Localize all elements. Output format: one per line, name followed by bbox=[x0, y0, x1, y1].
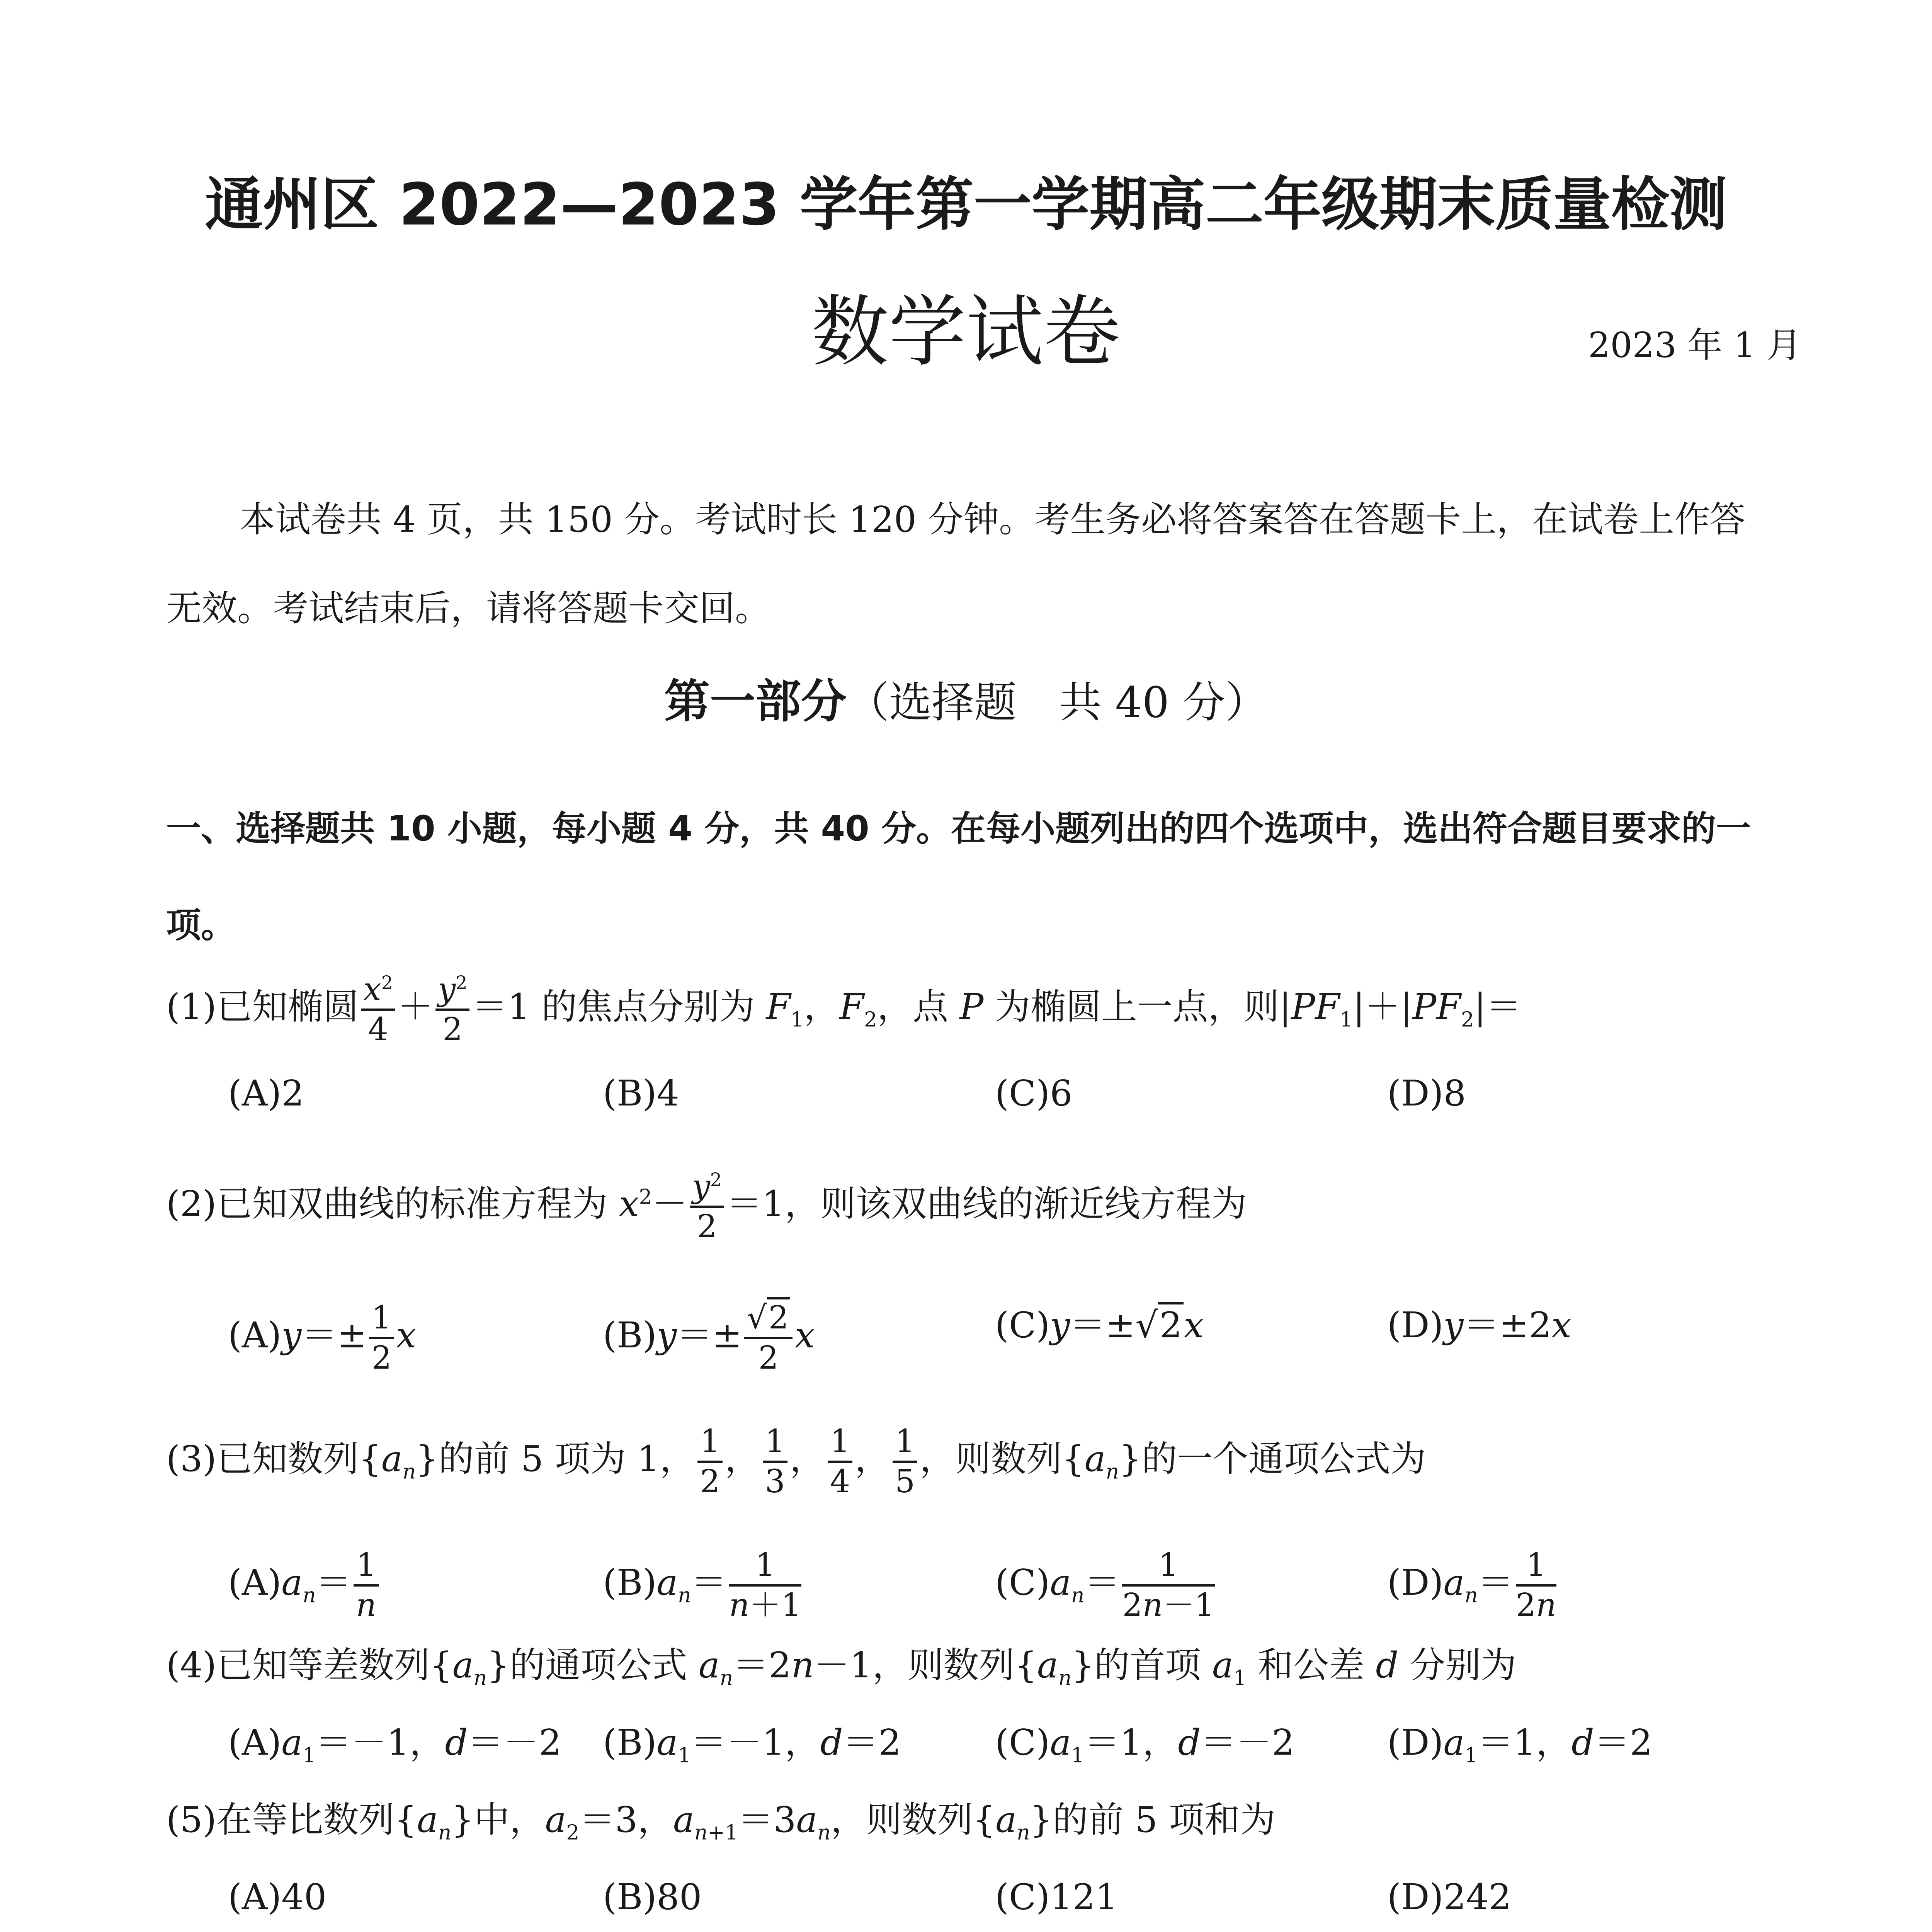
q1-option-b: (B)4 bbox=[603, 1073, 679, 1114]
part-one-heading bbox=[0, 665, 1932, 730]
q4-option-b: $(B)a_1=-1$，d＝2 bbox=[603, 1722, 901, 1767]
q3-option-d: $(D)a_n=$ $\frac{1}{2n}$ bbox=[1387, 1547, 1556, 1624]
q4-option-a: $(A)a_1=-1$，d＝－2 bbox=[228, 1722, 562, 1767]
exam-title: 通州区 2022—2023 学年第一学期高二年级期末质量检测 bbox=[205, 171, 1727, 238]
exam-subtitle: 数学试卷 bbox=[811, 287, 1121, 377]
part-one-label: 第一部分 bbox=[664, 675, 847, 728]
q1-option-c: (C)6 bbox=[995, 1073, 1073, 1114]
question-3: (3)已知数列$\{a_n\}$的前 5 项为 1， $\frac{1}{2}$ ， $\frac{1}{3}$ ， $\frac{1}{4}$ ， $\frac{1}{5}$ ，则数列$\{a_n\}$的一个通项公式为 bbox=[166, 1423, 1426, 1500]
question-4: (4)已知等差数列$\{a_n\}$的通项公式 $a_n=2n-1$，则数列$\{a_n\}$的首项 $a_1$ 和公差 d 分别为 bbox=[166, 1645, 1517, 1690]
q2-option-c: (C)y＝±√2x bbox=[995, 1302, 1204, 1349]
question-5: (5)在等比数列$\{a_n\}$中，$a_2=3$，$a_{n+1}=3a_n$，则数列$\{a_n\}$的前 5 项和为 bbox=[166, 1799, 1276, 1845]
question-2: (2)已知双曲线的标准方程为 $x^2-$ $\frac{y^2}{2}$ ＝1，则该双曲线的渐近线方程为 bbox=[166, 1168, 1247, 1245]
q5-option-d: (D)242 bbox=[1387, 1876, 1512, 1918]
q2-option-a: (A)y＝± $\frac{1}{2}$ x bbox=[228, 1299, 417, 1376]
q3-option-c: $(C)a_n=$ $\frac{1}{2n-1}$ bbox=[995, 1547, 1215, 1624]
q5-option-c: (C)121 bbox=[995, 1876, 1118, 1918]
q3-option-a: $(A)a_n=$ $\frac{1}{n}$ bbox=[228, 1549, 381, 1621]
q1-option-a: (A)2 bbox=[228, 1073, 304, 1114]
q1-option-d: (D)8 bbox=[1387, 1073, 1466, 1114]
q4-option-c: $(C)a_1=1$，d＝－2 bbox=[995, 1722, 1294, 1767]
q2-option-b: (B)y＝± $\frac{√2}{2}$ x bbox=[603, 1302, 815, 1374]
exam-date: 2023 年 1 月 bbox=[1588, 325, 1802, 366]
part-one-note: （选择题 共 40 分） bbox=[847, 678, 1268, 727]
q5-option-a: (A)40 bbox=[228, 1876, 327, 1918]
q4-option-d: $(D)a_1=1$，d＝2 bbox=[1387, 1722, 1653, 1767]
exam-instructions: 本试卷共 4 页，共 150 分。考试时长 120 分钟。考生务必将答案答在答题卡上，在试卷上作答无效。考试结束后，请将答题卡交回。 bbox=[166, 499, 1746, 629]
section-one-instructions: 一、选择题共 10 小题，每小题 4 分，共 40 分。在每小题列出的四个选项中，选出符合题目要求的一项。 bbox=[166, 808, 1751, 946]
q5-option-b: (B)80 bbox=[603, 1876, 702, 1918]
question-1: (1)已知椭圆 $\frac{x^2}{4}$ ＋ $\frac{y^2}{2}$ ＝1 的焦点分别为 $F_1$，$F_2$，点 P 为椭圆上一点，则$|PF_1|+|PF_2|=$ bbox=[166, 971, 1522, 1048]
q3-option-b: $(B)a_n=$ $\frac{1}{n+1}$ bbox=[603, 1547, 801, 1624]
q2-option-d: (D)y＝±2x bbox=[1387, 1304, 1572, 1346]
